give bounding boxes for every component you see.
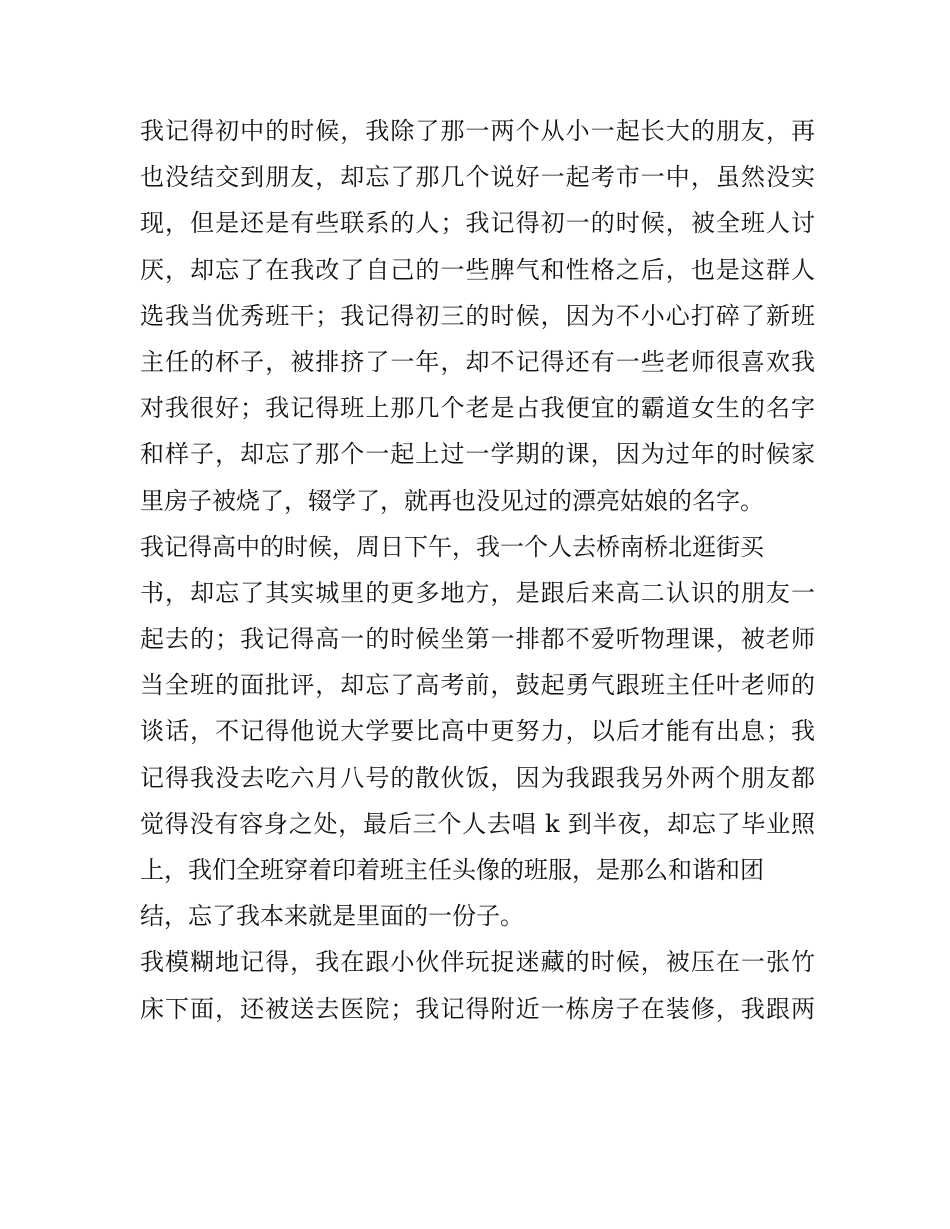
text-line: 我记得高中的时候，周日下午，我一个人去桥南桥北逛街买 xyxy=(140,532,764,561)
text-line: 厌，却忘了在我改了自己的一些脾气和性格之后，也是这群人 xyxy=(140,255,815,284)
text-line: 上，我们全班穿着印着班主任头像的班服，是那么和谐和团 xyxy=(140,856,764,884)
document-body xyxy=(140,108,815,1032)
text-line: 当全班的面批评，却忘了高考前，鼓起勇气跟班主任叶老师的 xyxy=(140,671,815,700)
text-line: 我模糊地记得，我在跟小伙伴玩捉迷藏的时候，被压在一张竹 xyxy=(140,948,815,977)
text-line: 主任的杯子，被排挤了一年，却不记得还有一些老师很喜欢我 xyxy=(140,347,815,376)
text-line: 我记得初中的时候，我除了那一两个从小一起长大的朋友，再 xyxy=(140,117,815,145)
paragraph xyxy=(140,939,815,1031)
text-line: 谈话，不记得他说大学要比高中更努力，以后才能有出息；我 xyxy=(140,717,815,746)
text-line: 和样子，却忘了那个一起上过一学期的课，因为过年的时候家 xyxy=(140,440,815,469)
text-line: 里房子被烧了，辍学了，就再也没见过的漂亮姑娘的名字。 xyxy=(140,486,764,515)
text-line: 觉得没有容身之处，最后三个人去唱 k 到半夜，却忘了毕业照 xyxy=(140,809,815,838)
text-line: 起去的；我记得高一的时候坐第一排都不爱听物理课，被老师 xyxy=(140,625,815,654)
text-line: 床下面，还被送去医院；我记得附近一栋房子在装修，我跟两 xyxy=(140,994,815,1023)
text-line: 结，忘了我本来就是里面的一份子。 xyxy=(140,902,524,931)
text-line: 记得我没去吃六月八号的散伙饭，因为我跟我另外两个朋友都 xyxy=(140,763,815,792)
text-line: 选我当优秀班干；我记得初三的时候，因为不小心打碎了新班 xyxy=(140,301,815,330)
text-line: 也没结交到朋友，却忘了那几个说好一起考市一中，虽然没实 xyxy=(140,163,815,192)
text-line: 书，却忘了其实城里的更多地方，是跟后来高二认识的朋友一 xyxy=(140,578,815,607)
text-line: 现，但是还是有些联系的人；我记得初一的时候，被全班人讨 xyxy=(140,209,815,238)
paragraph xyxy=(140,108,815,524)
paragraph xyxy=(140,524,815,940)
text-line: 对我很好；我记得班上那几个老是占我便宜的霸道女生的名字 xyxy=(140,394,815,423)
